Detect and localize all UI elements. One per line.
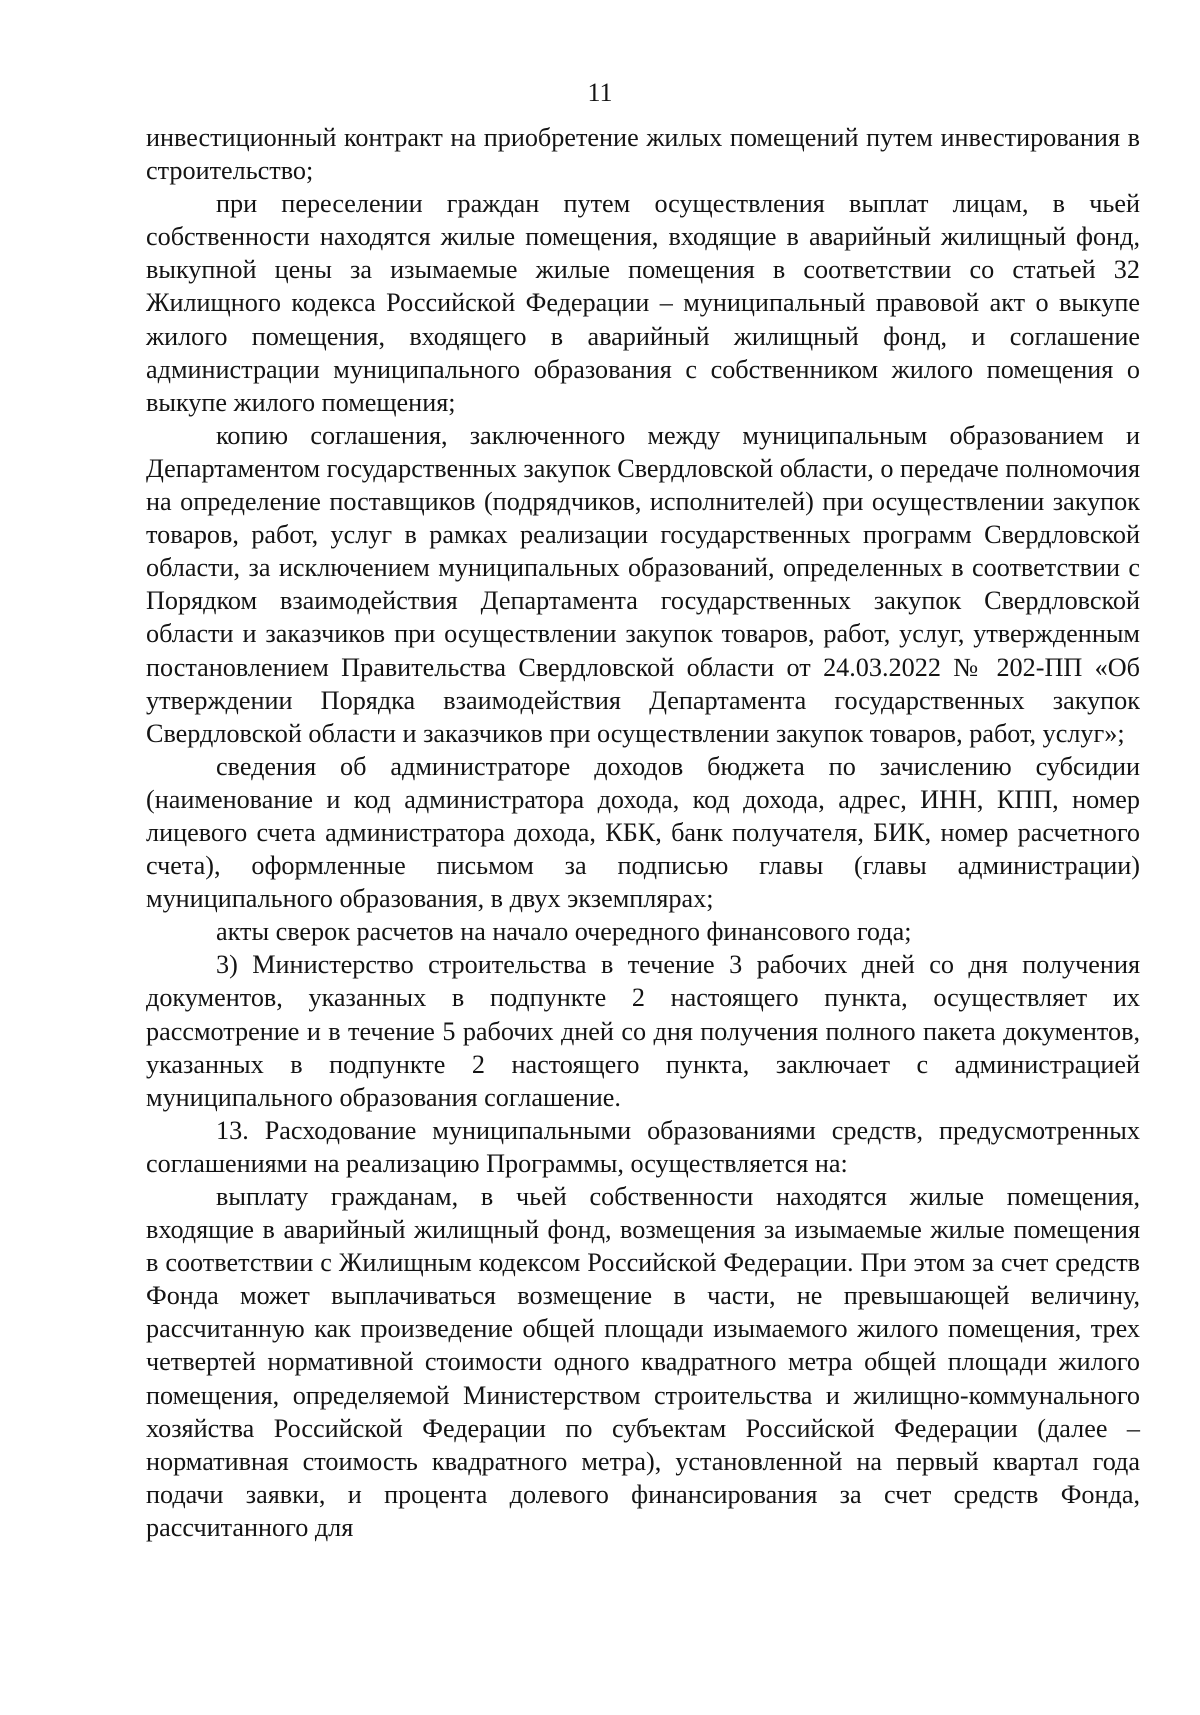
paragraph-compensation-payments: выплату гражданам, в чьей собственности находятся жилые помещения, входящие в аварийный жилищный фонд, возмещения за изымаемые жилые помещения в соответствии с Жилищным кодексом Российской Федерации. При этом за счет средств Фонда может выплачиваться возмещение в части, не превышающей величину, рассчитанную как произведение общей площади изымаемого жилого помещения, трех четвертей нормативной стоимости одного квадратного метра общей площади жилого помещения, определяемой Министерством строительства и жилищно-коммунального хозяйства Российской Федерации по субъектам Российской Федерации (далее – нормативная стоимость квадратного метра), установленной на первый квартал года подачи заявки, и процента долевого финансирования за счет средств Фонда, рассчитанного для xyxy=(146,1182,1140,1542)
paragraph-procurement-agreement: копию соглашения, заключенного между муниципальным образованием и Департаментом государственных закупок Свердловской области, о передаче полномочия на определение поставщиков (подрядчиков, исполнителей) при осуществлении закупок товаров, работ, услуг в рамках реализации государственных программ Свердловской области, за исключением муниципальных образований, определенных в соответствии с Порядком взаимодействия Департамента государственных закупок Свердловской области и заказчиков при осуществлении закупок товаров, работ, услуг, утвержденным постановлением Правительства Свердловской области от 24.03.2022 № 202-ПП «Об утверждении Порядка взаимодействия Департамента государственных закупок Свердловской области и заказчиков при осуществлении закупок товаров, работ, услуг»; xyxy=(146,420,1140,748)
paragraph-reconciliation-acts: акты сверок расчетов на начало очередного финансового года; xyxy=(216,917,912,947)
paragraph-ministry-review: 3) Министерство строительства в течение 3 рабочих дней со дня получения документов, указанных в подпункте 2 настоящего пункта, осуществляет их рассмотрение и в течение 5 рабочих дней со дня получения полного пакета документов, указанных в подпункте 2 настоящего пункта, заключает с администрацией муниципального образования соглашение. xyxy=(146,950,1140,1112)
paragraph-resettlement-payments: при переселении граждан путем осуществления выплат лицам, в чьей собственности находятся жилые помещения, входящие в аварийный жилищный фонд, выкупной цены за изымаемые жилые помещения в соответствии со статьей 32 Жилищного кодекса Российской Федерации – муниципальный правовой акт о выкупе жилого помещения, входящего в аварийный жилищный фонд, и соглашение администрации муниципального образования с собственником жилого помещения о выкупе жилого помещения; xyxy=(146,189,1140,417)
page-number: 11 xyxy=(587,78,613,107)
paragraph-investment-contract: инвестиционный контракт на приобретение жилых помещений путем инвестирования в строительство; xyxy=(146,123,1140,186)
paragraph-section-13: 13. Расходование муниципальными образованиями средств, предусмотренных соглашениями на реализацию Программы, осуществляется на: xyxy=(146,1115,1140,1178)
document-body xyxy=(146,121,1140,1544)
paragraph-revenue-administrator: сведения об администраторе доходов бюджета по зачислению субсидии (наименование и код администратора дохода, код дохода, адрес, ИНН, КПП, номер лицевого счета администратора дохода, КБК, банк получателя, БИК, номер расчетного счета), оформленные письмом за подписью главы (главы администрации) муниципального образования, в двух экземплярах; xyxy=(146,751,1140,914)
